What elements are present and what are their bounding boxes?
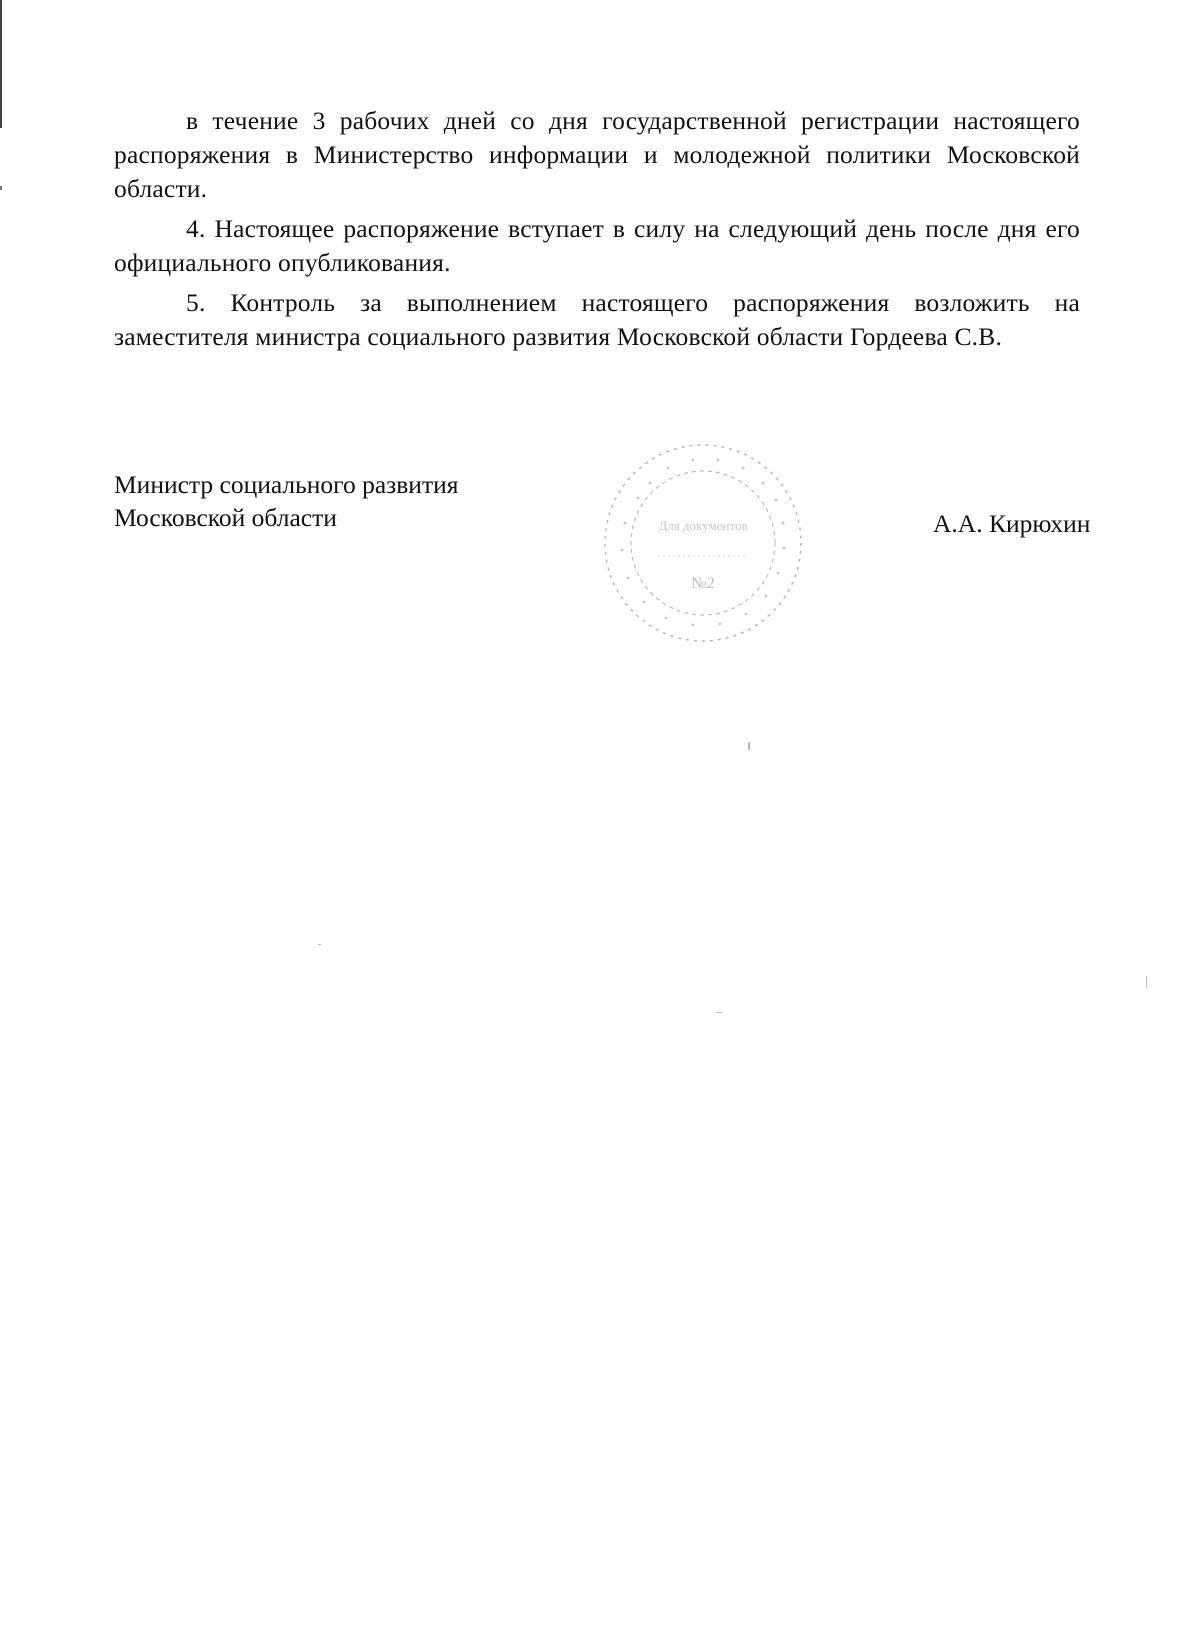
scan-speck (318, 944, 321, 945)
stamp-number: №2 (691, 575, 715, 592)
document-body (114, 104, 1080, 360)
signatory-name: А.А. Кирюхин (933, 509, 1091, 538)
official-seal-stamp-icon (598, 438, 808, 648)
scan-edge-tick (0, 186, 2, 190)
signatory-position-line-1: Министр социального развития (114, 470, 459, 499)
signatory-position (114, 468, 458, 534)
stamp-inner-text: Для документов (658, 518, 748, 533)
paragraph-5: 5. Контроль за выполнением настоящего распоряжения возложить на заместителя министра социального развития Московской области Гордеева С.В. (114, 288, 1080, 351)
signatory-position-line-2: Московской области (114, 503, 337, 532)
scan-speck (1146, 976, 1147, 988)
paragraph-4: 4. Настоящее распоряжение вступает в силу на следующий день после дня его официального опубликования. (114, 214, 1080, 277)
paragraph-continuation: в течение 3 рабочих дней со дня государственной регистрации настоящего распоряжения в Министерство информации и молодежной политики Московской области. (114, 106, 1080, 203)
scan-speck (716, 1012, 722, 1013)
scan-speck (748, 742, 750, 750)
scan-edge-mark (0, 0, 2, 128)
